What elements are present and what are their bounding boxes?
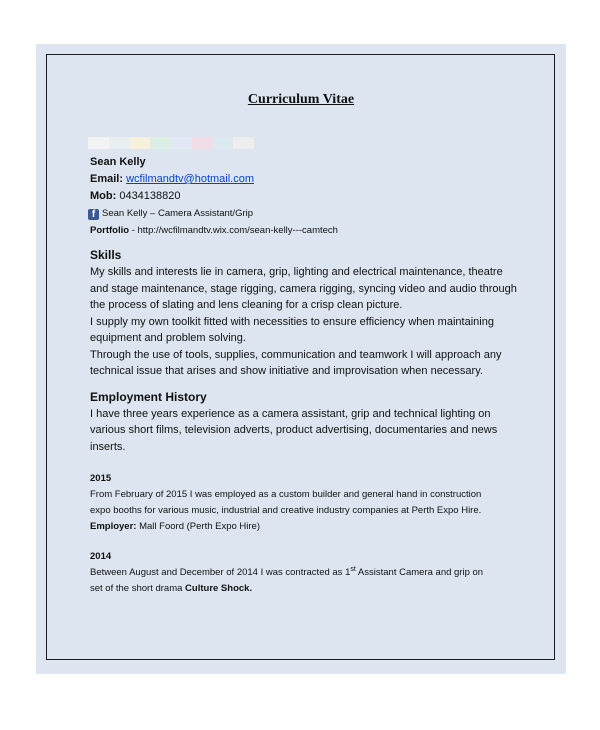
job-2015-description: From February of 2015 I was employed as a custom builder and general hand in construction expo booths for various music, industrial and creative industry companies at Perth Expo Hire. Employer: Mall Foord (Perth Expo Hire) — [90, 487, 520, 535]
email-link[interactable]: wcfilmandtv@hotmail.com — [126, 173, 255, 185]
contact-name: Sean Kelly — [90, 156, 146, 168]
film-strip-image — [88, 137, 254, 149]
job-2014-year: 2014 — [90, 551, 112, 562]
skills-text: My skills and interests lie in camera, grip, lighting and electrical maintenance, theatre and stage maintenance, stage rigging, camera rigging, syncing video and audio through the process of slating and lens cleaning for a crisp clean picture. I supply my own toolkit fitted with necessities to ensure efficiency when maintaining equipment and problem solving. Through the use of tools, supplies, communication and teamwork I will approach any technical issue that arises and show initiative and improvisation when necessary. — [90, 266, 517, 377]
skills-heading: Skills — [90, 248, 122, 262]
document-title: Curriculum Vitae — [247, 92, 355, 107]
employment-intro: I have three years experience as a camera assistant, grip and technical lighting on various short films, television adverts, product advertising, documentaries and news inserts. — [90, 407, 498, 453]
employment-heading: Employment History — [90, 389, 207, 404]
portfolio-link[interactable]: - http://wcfilmandtv.wix.com/sean-kelly---camtech — [129, 225, 338, 236]
job-2015-year: 2015 — [90, 473, 112, 484]
contact-email: Email: wcfilmandtv@hotmail.com — [90, 173, 255, 185]
contact-portfolio: Portfolio - http://wcfilmandtv.wix.com/sean-kelly---camtech — [90, 225, 338, 236]
job-2014-description: Between August and December of 2014 I was contracted as 1st Assistant Camera and grip on set of the short drama Culture Shock. — [90, 565, 484, 594]
contact-facebook: f Sean Kelly – Camera Assistant/Grip — [88, 205, 520, 222]
contact-mobile: Mob: 0434138820 — [90, 190, 181, 202]
job-2015-employer: Employer: Mall Foord (Perth Expo Hire) — [90, 521, 261, 532]
resume-content — [90, 154, 520, 597]
facebook-icon: f — [88, 209, 99, 220]
resume-page — [36, 44, 566, 674]
